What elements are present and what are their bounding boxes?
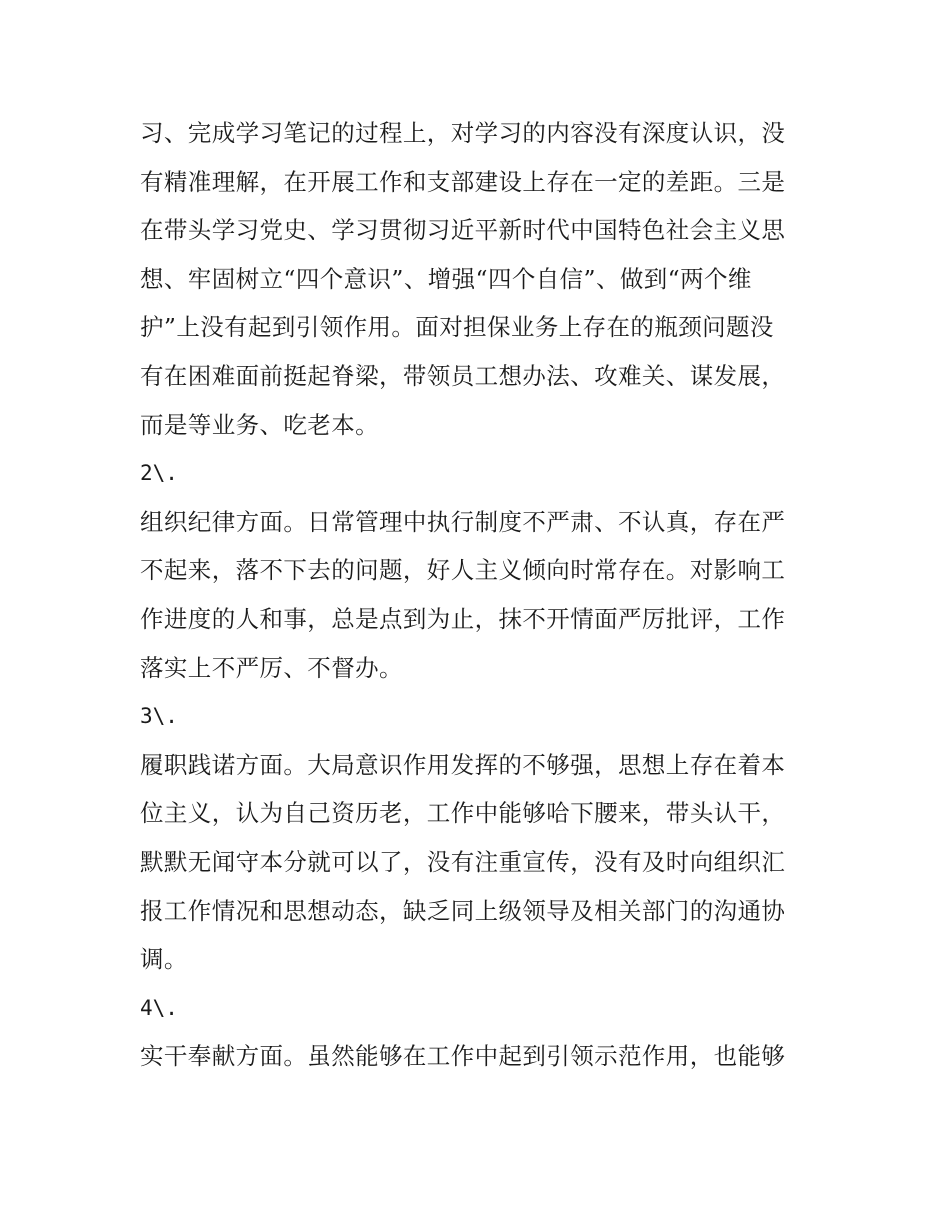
- body-line: 而是等业务、吃老本。: [140, 410, 379, 439]
- body-line: 组织纪律方面。日常管理中执行制度不严肃、不认真，存在严: [140, 507, 786, 536]
- body-line: 想、牢固树立“四个意识”、增强“四个自信”、做到“两个维: [140, 264, 752, 293]
- body-line: 报工作情况和思想动态，缺乏同上级领导及相关部门的沟通协: [140, 896, 786, 925]
- document-page: [140, 109, 820, 1081]
- body-line: 默默无闻守本分就可以了，没有注重宣传，没有及时向组织汇: [140, 847, 786, 876]
- body-line: 不起来，落不下去的问题，好人主义倾向时常存在。对影响工: [140, 556, 786, 585]
- body-line: 有精准理解，在开展工作和支部建设上存在一定的差距。三是: [140, 167, 786, 196]
- body-line: 在带头学习党史、学习贯彻习近平新时代中国特色社会主义思: [140, 216, 786, 245]
- section-number: 3\.: [140, 704, 178, 729]
- body-line: 习、完成学习笔记的过程上，对学习的内容没有深度认识，没: [140, 119, 786, 147]
- body-line: 落实上不严厉、不督办。: [140, 653, 403, 682]
- body-line: 实干奉献方面。虽然能够在工作中起到引领示范作用，也能够: [140, 1042, 786, 1071]
- body-line: 作进度的人和事，总是点到为止，抹不开情面严厉批评，工作: [140, 604, 786, 633]
- section-number: 2\.: [140, 461, 178, 486]
- body-line: 位主义，认为自己资历老，工作中能够哈下腰来，带头认干，: [140, 799, 786, 828]
- body-line: 护”上没有起到引领作用。面对担保业务上存在的瓶颈问题没: [140, 313, 774, 342]
- section-number: 4\.: [140, 995, 178, 1020]
- body-line: 调。: [140, 945, 188, 974]
- body-line: 履职践诺方面。大局意识作用发挥的不够强，思想上存在着本: [140, 750, 786, 779]
- body-line: 有在困难面前挺起脊梁，带领员工想办法、攻难关、谋发展，: [140, 361, 786, 390]
